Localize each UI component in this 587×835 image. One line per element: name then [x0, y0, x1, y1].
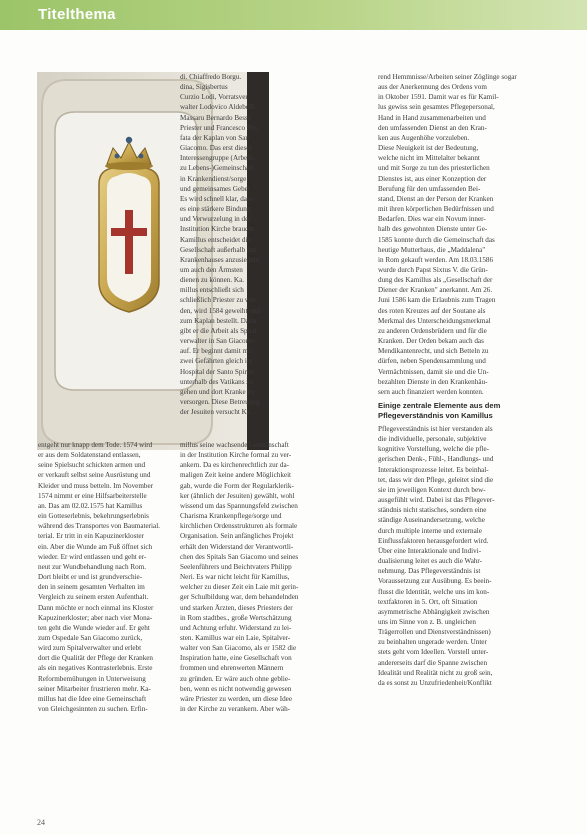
text-line: andererseits darf die Spanne zwischen	[378, 658, 488, 667]
text-line: dualisierung leitet es auch die Wahr-	[378, 557, 483, 566]
text-line: rend Hemmnisse/Arbeiten seiner Zöglinge sogar	[378, 73, 517, 81]
article-column-upper-middle	[180, 72, 298, 418]
text-line: Hand in Hand zusammenarbeiten und	[378, 113, 486, 122]
text-line: erhält den Widerstand der Verantwortli-	[180, 542, 294, 551]
text-line: Curzio Lodi, Vorratsver.	[180, 93, 250, 102]
text-line: ger Schulbildung war, dem behandelnden	[180, 593, 299, 602]
text-line: versorgen. Diese Betreuung	[180, 398, 260, 406]
article-column-middle	[180, 440, 314, 810]
text-line: Vermächtnissen, damit sie und die Un-	[378, 367, 489, 376]
text-line: millus entschließt sich	[180, 286, 244, 295]
text-line: kirchlichen Ordensstrukturen als formale	[180, 522, 298, 531]
text-line: Pflegeverständnis ist hier verstanden als	[378, 425, 493, 433]
text-line: der Jesuiten versucht Ka.	[180, 408, 252, 417]
text-line: da es sonst zu Unzufriedenheit/Konflikt	[378, 678, 492, 687]
text-line: zum Kaplan bestellt. Dann	[180, 316, 257, 325]
text-line: stets geht vom Ideellen. Vorstell unter-	[378, 648, 489, 657]
text-line: ker (ähnlich der Jesuiten) gewählt, wohl	[180, 491, 295, 500]
text-line: und gemeinsames Gebet	[180, 184, 250, 193]
text-line: Dann möchte er noch einmal ins Kloster	[38, 603, 154, 612]
text-line: ein. Aber die Wunde am Fuß öffnet sich	[38, 542, 153, 551]
text-line: zu Lebens-)Gemeinschaft	[180, 164, 254, 173]
text-line: in Rom stadtbes., große Wertschätzung	[180, 613, 292, 622]
text-line: ausgefühlt wird. Dabei ist das Pflegever-	[378, 496, 495, 505]
text-line: wird zum Spitalverwalter und erlebt	[38, 644, 142, 653]
text-line: dienen zu können. Ka.	[180, 276, 245, 285]
text-line: tet, dass wir den Pflege, geleitet sind die	[378, 475, 494, 484]
text-line: ben, wenn es nicht notwendig gewesen	[180, 684, 292, 693]
text-line: 1585 konnte durch die Gemeinschaft das	[378, 235, 495, 244]
text-line: frommen und ehrenwerten Männern	[180, 664, 284, 673]
text-line: maligen Zeit keine andere Möglichkeit	[180, 471, 292, 480]
text-line: Neri. Es war nicht leicht für Kamillus,	[180, 573, 290, 582]
text-line: in Rom gekauft werden. Am 18.03.1586	[378, 255, 494, 264]
text-line: Kamillus entscheidet die	[180, 235, 251, 244]
text-line: den in seinem gesamten Verhalten im	[38, 583, 145, 592]
text-line: Einflussfaktoren herausgefordert wird.	[378, 536, 489, 545]
text-line: Massaru Bernardo Bessi,	[180, 113, 252, 122]
text-line: zu gründen. Er wäre auch ohne geblie-	[180, 674, 291, 683]
subheading-line: Einige zentrale Elemente aus dem	[378, 401, 501, 410]
text-line: walter von San Giacomo, als er 1582 die	[180, 644, 297, 653]
text-line: während des Transportes von Baumaterial.	[38, 522, 160, 531]
text-line: Voraussetzung zur Ausübung. Es beein-	[378, 577, 492, 586]
text-line: durch multiple interne und externale	[378, 526, 482, 535]
text-line: und mit Sorge zu tun des priesterlichen	[378, 164, 490, 173]
text-line: halb des gewohnten Dienste unter Ge-	[378, 225, 488, 234]
text-line: Vergleich zu seinem ersten Aufenthalt.	[38, 593, 149, 602]
text-line: Juni 1586 kam die Erlaubnis zum Tragen	[378, 296, 496, 305]
text-line: ankern. Da es kirchenrechtlich zur da-	[180, 461, 290, 470]
text-line: dung des Kamillus als „Gesellschaft der	[378, 276, 493, 285]
text-line: Hospital der Santo Spirito	[180, 367, 255, 376]
text-line: er aus dem Soldatenstand entlassen,	[38, 451, 141, 460]
text-line: kognitive Vorstellung, welche die pfle-	[378, 445, 489, 454]
text-line: Über eine Interaktionale und Indivi-	[378, 546, 482, 555]
text-line: millus hat die Idee eine Gemeinschaft	[38, 694, 147, 703]
text-line: gab, wurde die Form der Regularklerik-	[180, 481, 294, 490]
text-line: gibt er die Arbeit als Spital.	[180, 326, 259, 335]
text-line: Kleider und muss betteln. Im November	[38, 481, 154, 490]
text-line: Gesellschaft außerhalb des	[180, 245, 257, 254]
text-line: terial. Er tritt in ein Kapuzinerkloster	[38, 532, 144, 541]
text-line: ken aus Augenhöhe vorzuleben.	[378, 133, 470, 142]
text-line: Diese Neuigkeit ist der Bedeutung,	[378, 144, 479, 153]
text-line: nehmung. Das Pflegeverständnis ist	[378, 567, 481, 576]
text-line: Trägerrollen und Dienstverständnissen)	[378, 628, 491, 637]
text-line: Institution Kirche braucht.	[180, 225, 256, 234]
text-line: er verkauft selbst seine Ausrüstung und	[38, 471, 151, 480]
text-line: Charisma Krankenpflege/sorge und	[180, 512, 282, 521]
text-line: in der Institution Kirche formal zu ver-	[180, 451, 292, 460]
text-line: Merkmal des Unterscheidungsmerkmal	[378, 316, 491, 325]
text-line: zu anderen Ordensbrüdern und für die	[378, 326, 487, 335]
text-line: stand, Dienst an der Person der Kranken	[378, 194, 494, 203]
page-number: 24	[37, 818, 45, 827]
text-line: flusst die Identität, welche uns im kon-	[378, 587, 490, 596]
text-line: millus seine wachsende Gemeinschaft	[180, 441, 289, 449]
text-line: uns im Sinne von z. B. ungleichen	[378, 617, 476, 626]
text-line: sten. Kamillus war ein Laie, Spitalver-	[180, 633, 291, 642]
text-line: und Achtung erfuhr. Widerstand zu lei-	[180, 623, 292, 632]
text-line: sie im jeweiligen Kontext durch bew-	[378, 485, 486, 494]
text-line: es eine stärkere Bindung	[180, 205, 251, 214]
text-line: textfaktoren in 5. Ort, oft Situation	[378, 597, 478, 606]
text-line: Diener der Kranken" anerkannt. Am 26.	[378, 286, 493, 295]
article-column-right	[378, 72, 550, 830]
text-line: Reformbemühungen in Unterweisung	[38, 674, 146, 683]
text-line: welche nicht im Mittelalter bekannt	[378, 154, 480, 163]
text-line: fata der Kaplan von San	[180, 133, 250, 142]
page-title: Titelthema	[38, 6, 116, 23]
text-line: Interessengruppe (Arbeits.	[180, 154, 256, 163]
text-line: ständige Auseinandersetzung, welche	[378, 516, 485, 525]
text-line: und starken Ärzten, dieses Priesters der	[180, 603, 293, 612]
text-line: Krankenhauses anzusiedeln	[180, 255, 260, 264]
text-line: Es wird schnell klar, dass	[180, 194, 253, 203]
text-line: in Krankendienst/sorge	[180, 174, 247, 183]
text-line: dort die Qualität der Pflege der Kranken	[38, 654, 153, 663]
text-line: Seelenführers und Beichtvaters Philipp	[180, 562, 292, 571]
text-line: dürfen, neben Spendensammlung und	[378, 357, 486, 366]
text-line: asymmetrische Abhängigkeit zwischen	[378, 607, 490, 616]
text-line: Giacomo. Das erst dieser	[180, 144, 252, 153]
text-line: schließlich Priester zu wer.	[180, 296, 257, 305]
text-line: ten geht die Wunde wieder auf. Er geht	[38, 623, 150, 632]
text-line: entgeht nur knapp dem Tode. 1574 wird	[38, 441, 153, 449]
text-line: in der Kirche zu verankern. Aber wäh-	[180, 705, 291, 714]
text-line: zu beinhalten ungerade werden. Unter	[378, 638, 487, 647]
text-line: den umfassenden Dienst an den Kran-	[378, 123, 487, 132]
text-line: Organisation. Sein anfängliches Projekt	[180, 532, 294, 541]
header-bar	[0, 0, 587, 30]
text-line: seine Spielsucht schickten armen und	[38, 461, 146, 470]
text-line: dina, Sigisbertus	[180, 83, 228, 92]
text-line: neut zur Wundbehandlung nach Rom.	[38, 562, 147, 571]
text-line: die individuelle, personale, subjektive	[378, 435, 487, 444]
text-line: Kranken. Der Orden bekam auch das	[378, 337, 484, 346]
text-line: des roten Kreuzes auf der Soutane als	[378, 306, 486, 315]
text-line: aus der Anerkennung des Ordens vom	[378, 83, 487, 92]
text-line: auf. Er beginnt damit mit	[180, 347, 252, 356]
text-line: Dienstes ist, aus einer Konzeption der	[378, 174, 487, 183]
text-line: 1574 nimmt er eine Hilfsarbeiterstelle	[38, 491, 147, 500]
article-column-left	[38, 440, 172, 820]
text-line: wurde durch Papst Sixtus V. die Grün-	[378, 265, 488, 274]
section-subheading	[378, 401, 550, 421]
text-line: zwei Gefährten gleich im	[180, 357, 253, 366]
text-line: Dort bleibt er und ist grundverschie-	[38, 573, 143, 582]
text-line: gerischen Denk-, Fühl-, Handlungs- und	[378, 455, 494, 464]
text-line: chen des Spitals San Giacomo und seines	[180, 552, 299, 561]
text-line: ein Gotteserlebnis, bekehrungserlebnis	[38, 512, 149, 521]
text-line: Berufung für den umfassenden Bei-	[378, 184, 481, 193]
text-line: gehen und dort Kranke zu	[180, 387, 255, 396]
text-line: Idealität und Realität nicht zu groß sein,	[378, 668, 493, 677]
text-line: um auch den Ärmsten	[180, 265, 243, 274]
text-line: verwalter in San Giacomo	[180, 337, 255, 346]
text-line: Bedarfen. Dies war ein Novum inner-	[378, 215, 486, 224]
text-line: an. Das am 02.02.1575 hat Kamillus	[38, 501, 143, 510]
text-line: Interaktionsprozesse leitet. Es beinhal-	[378, 465, 489, 474]
text-line: wäre Priester zu werden, um diese Idee	[180, 694, 293, 703]
subheading-line: Pflegeverständnis von Kamillus	[378, 411, 493, 420]
text-line: Priester und Francesco Pro.	[180, 123, 259, 132]
text-line: zum Ospedale San Giacomo zurück,	[38, 633, 143, 642]
text-line: seiner Mitarbeiter frustrieren mehr. Ka-	[38, 684, 151, 693]
text-line: den, wird 1584 geweiht und	[180, 306, 260, 315]
text-line: in Oktober 1591. Damit war es für Kamil-	[378, 93, 499, 102]
text-line: ständnis nicht statisches, sondern eine	[378, 506, 487, 515]
text-line: und Verwurzelung in der	[180, 215, 251, 224]
text-line: von Gleichgesinnten zu suchen. Erfin-	[38, 705, 148, 714]
text-line: unterhalb des Vatikans zu	[180, 377, 254, 386]
text-line: mit ihren körperlichen Bedürfnissen und	[378, 205, 494, 214]
text-line: di. Chiaffredo Borgu.	[180, 73, 242, 81]
text-line: welcher zu dieser Zeit ein Laie mit gerin-	[180, 583, 299, 592]
text-line: als ein negatives Kontrasterlebnis. Erste	[38, 664, 153, 673]
text-line: bezahlten Dienste in den Krankenhäu-	[378, 377, 488, 386]
text-line: walter Lodovico Aldebelli	[180, 103, 255, 112]
text-line: Kapuzinerkloster; aber nach vier Mona-	[38, 613, 153, 622]
text-line: wieder. Er wird entlassen und geht er-	[38, 552, 147, 561]
text-line: lus gewiss sein gesamtes Pflegepersonal,	[378, 103, 495, 112]
text-line: Mendikantenrecht, und sich Betteln zu	[378, 347, 489, 356]
text-line: wissend um das Spannungsfeld zwischen	[180, 501, 298, 510]
text-line: sern auch finanziert werden konnten.	[378, 387, 484, 396]
text-line: Inspiration hatte, eine Gesellschaft von	[180, 654, 292, 663]
text-line: heutige Mutterhaus, die „Maddalena"	[378, 245, 486, 254]
